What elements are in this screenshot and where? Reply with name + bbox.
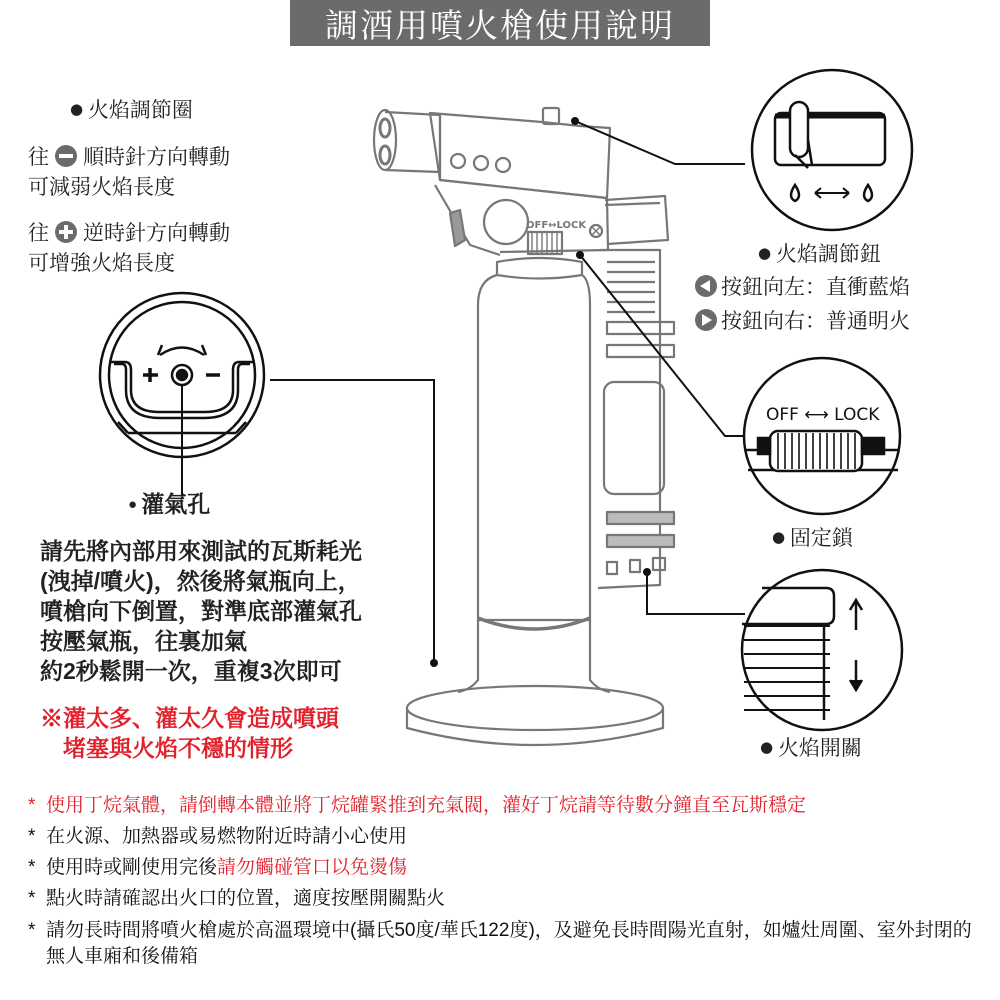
gas-instruction-5: 約2秒鬆開一次，重複3次即可 [40,658,342,684]
flame-ring-label: ● 火焰調節圈 [70,94,193,125]
asterisk: * [28,857,36,878]
right-arrow-circle-icon [695,309,717,331]
minus-circle-icon [55,145,77,167]
page-title: 調酒用噴火槍使用說明 [290,0,710,46]
note-text: 使用丁烷氣體，請倒轉本體並將丁烷罐緊推到充氣閥，灌好丁烷請等待數分鐘直至瓦斯穩定 [46,795,807,816]
svg-text:OFF ⟷ LOCK: OFF ⟷ LOCK [766,405,880,425]
flame-knob-right-text: 按鈕向右：普通明火 [721,309,910,333]
lock-label: ● 固定鎖 [772,522,853,553]
flame-knob-right [695,306,910,336]
ignition-detail [742,570,902,730]
gas-inlet-label: ● 灌氣孔 [128,488,210,521]
gas-instruction-2: (洩掉/噴火)，然後將氣瓶向上， [40,568,361,594]
asterisk: * [28,795,36,816]
asterisk: * [28,920,36,941]
flame-ring-plus-line2: 可增強火焰長度 [28,251,175,275]
plus-circle-icon [55,221,77,243]
gas-instruction-4: 按壓氣瓶，往裏加氣 [40,628,247,654]
flame-ring-plus-line1 [28,218,230,248]
minus-line1: 順時針方向轉動 [83,145,230,169]
plus-line1: 逆時針方向轉動 [83,221,230,245]
note-item [28,790,988,821]
asterisk: * [28,826,36,847]
note-item [28,918,988,970]
gas-warning-2: 堵塞與火焰不穩的情形 [40,735,293,761]
note-red-text: 請勿觸碰管口以免燙傷 [217,857,408,878]
gas-instruction-1: 請先將內部用來測試的瓦斯耗光 [40,538,362,564]
flame-knob-detail [752,70,912,230]
ignition-label: ● 火焰開關 [760,732,862,763]
flame-knob-left-text: 按鈕向左：直衝藍焰 [721,275,910,299]
flame-ring-minus-line2: 可減弱火焰長度 [28,175,175,199]
asterisk: * [28,888,36,909]
lock-detail [744,358,900,514]
flame-knob-label: ● 火焰調節鈕 [758,238,881,269]
note-item [28,821,988,852]
gas-instruction-3: 噴槍向下倒置，對準底部灌氣孔 [40,598,362,624]
flame-ring-minus-line1 [28,142,230,172]
flame-knob-left [695,272,910,302]
gas-warning-1: ※灌太多、灌太久會造成噴頭 [40,705,339,731]
svg-text:OFF↔LOCK: OFF↔LOCK [526,220,587,231]
note-text: 在火源、加熱器或易燃物附近時請小心使用 [46,826,408,847]
minus-prefix: 往 [28,145,49,169]
note-item [28,852,988,883]
note-item [28,883,988,914]
safety-notes [28,790,988,970]
note-text: 使用時或剛使用完後 [46,857,218,878]
plus-prefix: 往 [28,221,49,245]
note-text: 請勿長時間將噴火槍處於高溫環境中(攝氏50度/華氏122度)，及避免長時間陽光直射，如爐灶周圍、室外封閉的無人車廂和後備箱 [46,920,972,967]
note-text: 點火時請確認出火口的位置，適度按壓開關點火 [46,888,446,909]
gas-inlet-detail [100,293,264,457]
left-arrow-circle-icon [695,275,717,297]
